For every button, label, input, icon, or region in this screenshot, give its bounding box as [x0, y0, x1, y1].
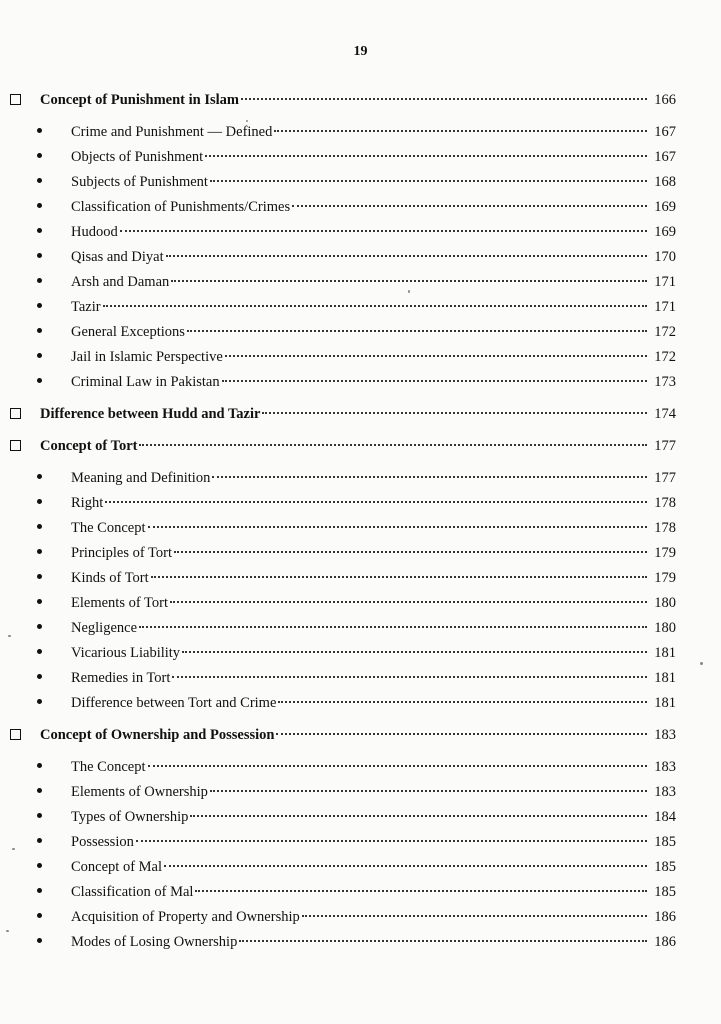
toc-section [0, 434, 721, 459]
dot-leader [182, 650, 647, 653]
toc-page-number: 183 [654, 727, 676, 743]
bullet-icon [37, 763, 42, 768]
toc-title: Qisas and Diyat [71, 249, 164, 265]
bullet-icon [37, 278, 42, 283]
checkbox-square-icon [10, 94, 21, 105]
toc-item [0, 345, 721, 370]
dot-leader [210, 179, 647, 182]
bullet-icon [37, 549, 42, 554]
bullet-icon [37, 328, 42, 333]
toc-page-number: 185 [654, 834, 676, 850]
bullet-icon [37, 253, 42, 258]
bullet-icon [37, 863, 42, 868]
toc-title: Hudood [71, 224, 118, 240]
dot-leader [292, 204, 647, 207]
toc-item [0, 641, 721, 666]
dot-leader [278, 700, 647, 703]
bullet-icon [37, 499, 42, 504]
checkbox-square-icon [10, 440, 21, 451]
dot-leader [139, 625, 647, 628]
toc-title: The Concept [71, 520, 146, 536]
toc-page-number: 184 [654, 809, 676, 825]
toc-item [0, 666, 721, 691]
scan-speck [8, 635, 11, 637]
dot-leader [151, 575, 647, 578]
toc-page-number: 186 [654, 934, 676, 950]
dot-leader [276, 732, 647, 735]
toc-title: The Concept [71, 759, 146, 775]
table-of-contents [0, 88, 721, 955]
dot-leader [262, 411, 647, 414]
dot-leader [302, 914, 647, 917]
toc-title: Concept of Punishment in Islam [40, 92, 239, 108]
dot-leader [274, 129, 647, 132]
toc-item [0, 270, 721, 295]
bullet-icon [37, 228, 42, 233]
toc-item [0, 245, 721, 270]
bullet-icon [37, 153, 42, 158]
bullet-icon [37, 813, 42, 818]
bullet-icon [37, 178, 42, 183]
toc-page-number: 168 [654, 174, 676, 190]
toc-title: Objects of Punishment [71, 149, 204, 165]
dot-leader [195, 889, 647, 892]
dot-leader [120, 229, 647, 232]
dot-leader [172, 675, 647, 678]
toc-title: Concept of Ownership and Possession [40, 727, 275, 743]
toc-page-number: 178 [654, 495, 676, 511]
toc-item [0, 370, 721, 395]
dot-leader [241, 97, 647, 100]
toc-item [0, 170, 721, 195]
toc-title: Kinds of Tort [71, 570, 149, 586]
toc-page-number: 183 [654, 784, 676, 800]
toc-page-number: 173 [654, 374, 676, 390]
toc-page-number: 178 [654, 520, 676, 536]
dot-leader [212, 475, 647, 478]
toc-title: Classification of Punishments/Crimes [71, 199, 291, 215]
dot-leader [136, 839, 647, 842]
toc-title: Elements of Ownership [71, 784, 208, 800]
toc-item [0, 880, 721, 905]
toc-title: Difference between Tort and Crime [71, 695, 277, 711]
toc-title: Tazir [71, 299, 101, 315]
toc-title: Modes of Losing Ownership [71, 934, 238, 950]
dot-leader [205, 154, 647, 157]
bullet-icon [37, 474, 42, 479]
dot-leader [174, 550, 647, 553]
checkbox-square-icon [10, 408, 21, 419]
toc-item [0, 120, 721, 145]
toc-item [0, 220, 721, 245]
bullet-icon [37, 599, 42, 604]
toc-page-number: 185 [654, 884, 676, 900]
dot-leader [166, 254, 647, 257]
toc-page-number: 180 [654, 595, 676, 611]
checkbox-square-icon [10, 729, 21, 740]
bullet-icon [37, 303, 42, 308]
toc-item [0, 691, 721, 716]
toc-page-number: 185 [654, 859, 676, 875]
bullet-icon [37, 888, 42, 893]
bullet-icon [37, 674, 42, 679]
bullet-icon [37, 353, 42, 358]
toc-item [0, 295, 721, 320]
toc-item [0, 755, 721, 780]
toc-page-number: 172 [654, 324, 676, 340]
bullet-icon [37, 649, 42, 654]
toc-page-number: 172 [654, 349, 676, 365]
bullet-icon [37, 699, 42, 704]
toc-item [0, 905, 721, 930]
toc-title: Jail in Islamic Perspective [71, 349, 223, 365]
dot-leader [164, 864, 647, 867]
toc-title: Concept of Mal [71, 859, 163, 875]
toc-title: Criminal Law in Pakistan [71, 374, 220, 390]
scan-speck [408, 290, 410, 293]
toc-title: Remedies in Tort [71, 670, 171, 686]
toc-title: Classification of Mal [71, 884, 194, 900]
toc-page-number: 166 [654, 92, 676, 108]
dot-leader [105, 500, 647, 503]
dot-leader [103, 304, 647, 307]
toc-title: Acquisition of Property and Ownership [71, 909, 300, 925]
bullet-icon [37, 574, 42, 579]
bullet-icon [37, 838, 42, 843]
toc-page-number: 174 [654, 406, 676, 422]
scan-speck [700, 662, 703, 665]
bullet-icon [37, 524, 42, 529]
toc-item [0, 930, 721, 955]
toc-page-number: 181 [654, 670, 676, 686]
toc-page-number: 171 [654, 299, 676, 315]
toc-title: Right [71, 495, 104, 511]
toc-item [0, 516, 721, 541]
toc-item [0, 466, 721, 491]
toc-page-number: 179 [654, 545, 676, 561]
dot-leader [187, 329, 647, 332]
bullet-icon [37, 938, 42, 943]
toc-title: Elements of Tort [71, 595, 168, 611]
toc-page-number: 177 [654, 438, 676, 454]
toc-title: Subjects of Punishment [71, 174, 208, 190]
dot-leader [148, 525, 648, 528]
dot-leader [190, 814, 647, 817]
toc-item [0, 145, 721, 170]
dot-leader [222, 379, 647, 382]
toc-title: Difference between Hudd and Tazir [40, 406, 261, 422]
toc-page-number: 183 [654, 759, 676, 775]
bullet-icon [37, 624, 42, 629]
dot-leader [225, 354, 647, 357]
toc-item [0, 830, 721, 855]
toc-item [0, 780, 721, 805]
toc-item [0, 195, 721, 220]
dot-leader [139, 443, 647, 446]
toc-title: Possession [71, 834, 134, 850]
toc-page-number: 167 [654, 124, 676, 140]
toc-title: General Exceptions [71, 324, 185, 340]
toc-item [0, 541, 721, 566]
toc-item [0, 491, 721, 516]
toc-page-number: 167 [654, 149, 676, 165]
toc-title: Vicarious Liability [71, 645, 181, 661]
dot-leader [239, 939, 647, 942]
toc-page-number: 169 [654, 224, 676, 240]
dot-leader [148, 764, 648, 767]
toc-title: Principles of Tort [71, 545, 173, 561]
toc-section [0, 723, 721, 748]
toc-item [0, 616, 721, 641]
toc-item [0, 805, 721, 830]
toc-page-number: 181 [654, 645, 676, 661]
dot-leader [210, 789, 647, 792]
page-number: 19 [353, 44, 368, 59]
toc-page-number: 177 [654, 470, 676, 486]
bullet-icon [37, 203, 42, 208]
toc-page-number: 186 [654, 909, 676, 925]
toc-page-number: 181 [654, 695, 676, 711]
bullet-icon [37, 378, 42, 383]
toc-title: Negligence [71, 620, 138, 636]
toc-title: Types of Ownership [71, 809, 189, 825]
scan-speck [12, 848, 15, 850]
toc-item [0, 320, 721, 345]
toc-title: Concept of Tort [40, 438, 138, 454]
toc-section [0, 402, 721, 427]
dot-leader [170, 600, 647, 603]
toc-title: Crime and Punishment — Defined [71, 124, 273, 140]
bullet-icon [37, 128, 42, 133]
toc-item [0, 566, 721, 591]
toc-item [0, 855, 721, 880]
bullet-icon [37, 913, 42, 918]
toc-page-number: 179 [654, 570, 676, 586]
toc-section [0, 88, 721, 113]
toc-title: Arsh and Daman [71, 274, 170, 290]
dot-leader [171, 279, 647, 282]
toc-page-number: 180 [654, 620, 676, 636]
toc-item [0, 591, 721, 616]
toc-page-number: 170 [654, 249, 676, 265]
toc-page-number: 171 [654, 274, 676, 290]
toc-page-number: 169 [654, 199, 676, 215]
toc-title: Meaning and Definition [71, 470, 211, 486]
scan-speck [246, 120, 248, 122]
bullet-icon [37, 788, 42, 793]
scan-speck [6, 930, 9, 932]
